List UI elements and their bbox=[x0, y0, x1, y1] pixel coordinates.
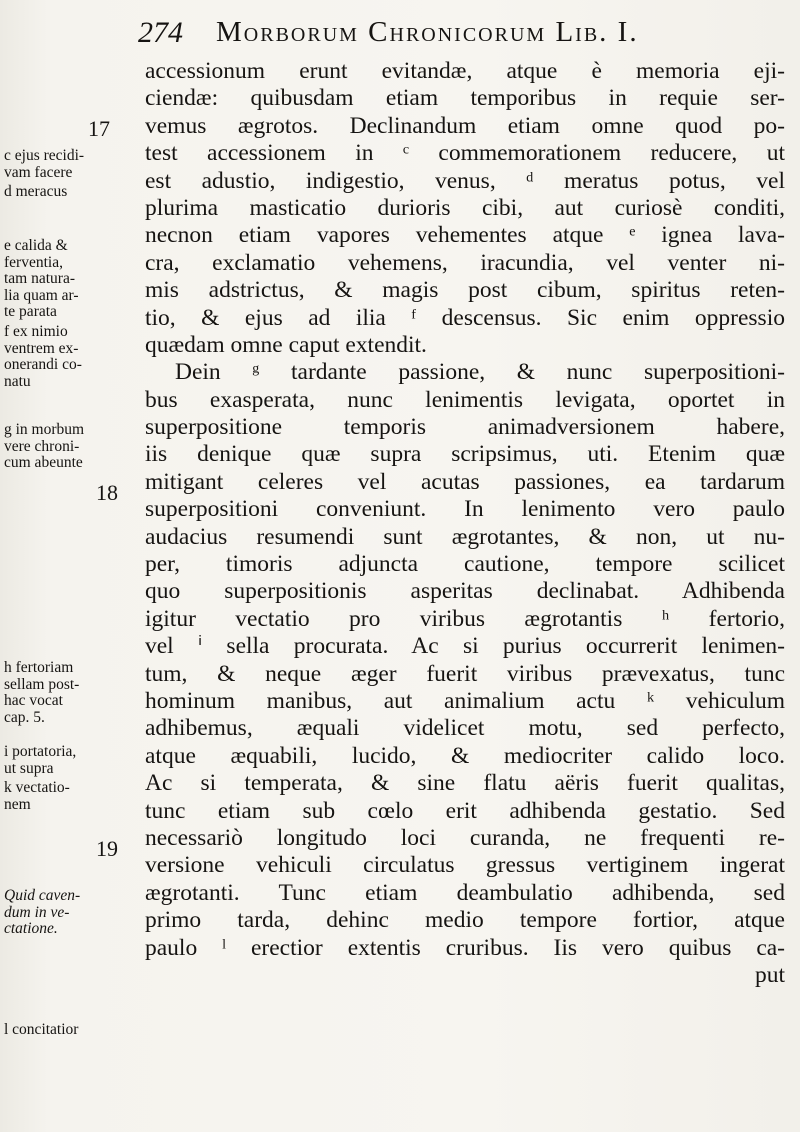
text-line: iis denique quæ supra scripsimus, uti. Etenim quæ bbox=[145, 441, 785, 468]
section-number-17: 17 bbox=[88, 116, 110, 141]
text-line: vemus ægrotos. Declinandum etiam omne quod po- bbox=[145, 112, 785, 139]
text-line: bus exasperata, nunc lenimentis levigata, oportet in bbox=[145, 386, 785, 413]
margin-note-line: ut supra bbox=[4, 759, 54, 777]
margin-note-line: vere chroni- bbox=[4, 437, 80, 455]
margin-note-line: natu bbox=[4, 372, 31, 390]
page-header bbox=[138, 10, 788, 50]
margin-note-line: c ejus recidi- bbox=[4, 147, 85, 164]
text-line: adhibemus, æquali videlicet motu, sed perfecto, bbox=[145, 715, 785, 742]
margin-note-line: ventrem ex- bbox=[4, 339, 79, 357]
text-line: cra, exclamatio vehemens, iracundia, vel venter ni- bbox=[145, 249, 785, 276]
margin-note-line: f ex nimio bbox=[4, 323, 68, 340]
text-line: per, timoris adjuncta cautione, tempore scilicet bbox=[145, 551, 785, 578]
running-head: Morborum Chronicorum Lib. I. bbox=[216, 16, 639, 48]
text-line: quædam omne caput extendit. bbox=[145, 331, 427, 358]
sidenote-quid-cavendum bbox=[4, 888, 140, 938]
text-line: Ac si temperata, & sine flatu aëris fuerit qualitas, bbox=[145, 770, 785, 797]
section-number-19: 19 bbox=[96, 836, 118, 861]
text-line: superpositione temporis animadversionem habere, bbox=[145, 414, 785, 441]
text-line: test accessionem in ᶜ commemorationem reducere, ut bbox=[145, 140, 785, 167]
text-line: vel ⁱ sella procurata. Ac si purius occurrerit lenimen- bbox=[145, 633, 785, 660]
margin-note-line: h fertoriam bbox=[4, 659, 74, 676]
catchword: put bbox=[754, 961, 785, 988]
margin-note-line: l concitatior bbox=[4, 1021, 79, 1038]
margin-note-line: onerandi co- bbox=[4, 356, 82, 373]
text-line: primo tarda, dehinc medio tempore fortior, atque bbox=[145, 907, 785, 934]
text-line: ægrotanti. Tunc etiam deambulatio adhibenda, sed bbox=[145, 879, 785, 906]
sidenote-line: dum in ve- bbox=[4, 903, 70, 921]
margin-note-line: tam natura- bbox=[4, 270, 76, 287]
margin-note-f bbox=[4, 324, 140, 390]
text-line: tio, & ejus ad ilia ᶠ descensus. Sic enim oppressio bbox=[145, 304, 785, 331]
sidenote-line: ctatione. bbox=[4, 920, 58, 937]
margin-note-e bbox=[4, 238, 140, 321]
margin-note-i bbox=[4, 744, 140, 777]
text-line: mis adstrictus, & magis post cibum, spiritus reten- bbox=[145, 277, 785, 304]
text-line: tunc etiam sub cœlo erit adhibenda gestatio. Sed bbox=[145, 797, 785, 824]
margin-note-line: ferventia, bbox=[4, 253, 63, 271]
margin-note-line: d meracus bbox=[4, 183, 68, 200]
section-number-18: 18 bbox=[96, 480, 118, 505]
sidenote-line: Quid caven- bbox=[4, 887, 81, 904]
text-line: paulo ˡ erectior extentis cruribus. Iis vero quibus ca- bbox=[145, 934, 785, 961]
margin-note-line: g in morbum bbox=[4, 421, 85, 438]
margin-note-line: nem bbox=[4, 795, 31, 813]
margin-note-line: k vectatio- bbox=[4, 779, 70, 796]
text-line: tum, & neque æger fuerit viribus prævexatus, tunc bbox=[145, 660, 785, 687]
text-line: atque æquabili, lucido, & mediocriter calido loco. bbox=[145, 742, 785, 769]
text-line: versione vehiculi circulatus gressus vertiginem ingerat bbox=[145, 852, 785, 879]
text-line: plurima masticatio durioris cibi, aut curiosè conditi, bbox=[145, 194, 785, 221]
margin-note-g bbox=[4, 422, 140, 472]
margin-note-line: hac vocat bbox=[4, 692, 63, 709]
text-line: quo superpositionis asperitas declinabat. Adhibenda bbox=[145, 578, 785, 605]
margin-note-d bbox=[4, 184, 140, 201]
margin-note-line: lia quam ar- bbox=[4, 286, 79, 304]
margin-note-k bbox=[4, 780, 140, 813]
margin-note-line: e calida & bbox=[4, 237, 68, 254]
page-number: 274 bbox=[138, 16, 183, 49]
text-line: igitur vectatio pro viribus ægrotantis ʰ fertorio, bbox=[145, 605, 785, 632]
text-line: accessionum erunt evitandæ, atque è memoria eji- bbox=[145, 58, 785, 84]
text-line: hominum manibus, aut animalium actu ᵏ vehiculum bbox=[145, 687, 785, 714]
margin-note-l bbox=[4, 1022, 140, 1039]
margin-note-line: cap. 5. bbox=[4, 708, 45, 726]
margin-note-c bbox=[4, 148, 140, 181]
text-line: necessariò longitudo loci curanda, ne frequenti re- bbox=[145, 824, 785, 851]
text-line: necnon etiam vapores vehementes atque ᵉ ignea lava- bbox=[145, 222, 785, 249]
margin-note-line: te parata bbox=[4, 303, 57, 320]
main-text-block bbox=[145, 58, 785, 989]
margin-note-line: i portatoria, bbox=[4, 743, 77, 760]
text-line: superpositioni conveniunt. In lenimento vero paulo bbox=[145, 496, 785, 523]
text-line: mitigant celeres vel acutas passiones, ea tardarum bbox=[145, 468, 785, 495]
margin-note-line: vam facere bbox=[4, 163, 73, 181]
margin-note-line: cum abeunte bbox=[4, 454, 83, 471]
text-line: est adustio, indigestio, venus, ᵈ meratus potus, vel bbox=[145, 167, 785, 194]
text-line: Dein ᵍ tardante passione, & nunc superpositioni- bbox=[175, 359, 785, 386]
text-line: ciendæ: quibusdam etiam temporibus in requie ser- bbox=[145, 85, 785, 112]
margin-note-h bbox=[4, 660, 140, 726]
margin-note-line: sellam post- bbox=[4, 675, 80, 693]
text-line: audacius resumendi sunt ægrotantes, & non, ut nu- bbox=[145, 523, 785, 550]
